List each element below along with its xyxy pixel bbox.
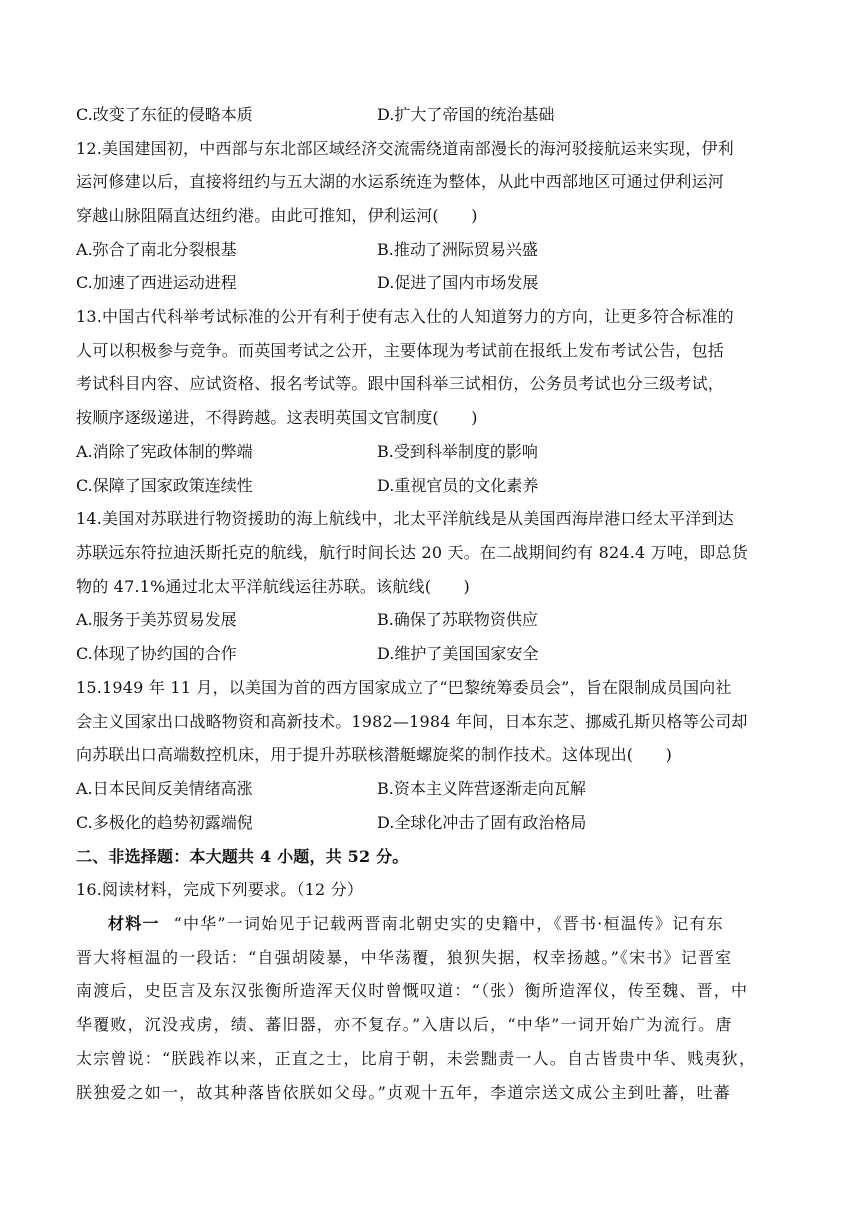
material-1-label: 材料一 — [108, 914, 160, 933]
question-14-stem-line-3: 物的 47.1%通过北太平洋航线运往苏联。该航线( ) — [76, 577, 470, 596]
question-13-options-row-2 — [76, 474, 788, 498]
option-d: D.扩大了帝国的统治基础 — [377, 105, 555, 124]
option-d: D.维护了美国国家安全 — [377, 644, 539, 663]
option-b: B.资本主义阵营逐渐走向瓦解 — [377, 779, 586, 798]
material-1-line-1 — [108, 912, 788, 936]
material-1-line-3: 南渡后，史臣言及东汉张衡所造浑天仪时曾慨叹道：“（张）衡所造浑仪，传至魏、晋，中 — [76, 981, 749, 1000]
material-1-line-2: 晋大将桓温的一段话：“自强胡陵暴，中华荡覆，狼狈失据，权幸扬越。”《宋书》记晋室 — [76, 948, 733, 967]
option-c: C.保障了国家政策连续性 — [76, 476, 253, 495]
option-b: B.受到科举制度的影响 — [377, 442, 538, 461]
material-1-text: “中华”一词始见于记载两晋南北朝史实的史籍中，《晋书·桓温传》记有东 — [173, 914, 724, 933]
option-b: B.推动了洲际贸易兴盛 — [377, 240, 538, 259]
question-15-options-row-2 — [76, 811, 788, 835]
question-13-stem-line-3: 考试科目内容、应试资格、报名考试等。跟中国科举三试相仿，公务员考试也分三级考试， — [76, 374, 725, 393]
question-14-options-row-2 — [76, 642, 788, 666]
option-c: C.多极化的趋势初露端倪 — [76, 813, 253, 832]
question-13-stem-line-2: 人可以积极参与竞争。而英国考试之公开，主要体现为考试前在报纸上发布考试公告，包括 — [76, 341, 725, 360]
question-14-options-row-1 — [76, 608, 788, 632]
material-1-line-5: 太宗曾说：“朕践祚以来，正直之士，比肩于朝，未尝黜责一人。自古皆贵中华、贱夷狄， — [76, 1049, 757, 1068]
question-13-options-row-1 — [76, 440, 788, 464]
option-b: B.确保了苏联物资供应 — [377, 610, 538, 629]
option-a: A.日本民间反美情绪高涨 — [76, 779, 253, 798]
question-12-stem-line-3: 穿越山脉阻隔直达纽约港。由此可推知，伊利运河( ) — [76, 206, 478, 225]
option-c: C.体现了协约国的合作 — [76, 644, 237, 663]
option-d: D.重视官员的文化素养 — [377, 476, 539, 495]
prev-question-options-row — [76, 103, 788, 127]
question-15-options-row-1 — [76, 777, 788, 801]
option-a: A.消除了宪政体制的弊端 — [76, 442, 253, 461]
option-d: D.全球化冲击了固有政治格局 — [377, 813, 587, 832]
option-c: C.加速了西进运动进程 — [76, 273, 237, 292]
question-13-stem-line-4: 按顺序逐级递进，不得跨越。这表明英国文官制度( ) — [76, 408, 478, 427]
question-14-stem-line-2: 苏联远东符拉迪沃斯托克的航线，航行时间长达 20 天。在二战期间约有 824.4 万吨，即总货 — [76, 543, 748, 562]
question-13-stem-line-1: 13.中国古代科举考试标准的公开有利于使有志入仕的人知道努力的方向，让更多符合标准的 — [76, 307, 734, 326]
option-a: A.服务于美苏贸易发展 — [76, 610, 237, 629]
option-a: A.弥合了南北分裂根基 — [76, 240, 237, 259]
question-12-options-row-2 — [76, 271, 788, 295]
material-1-line-6: 朕独爱之如一，故其种落皆依朕如父母。”贞观十五年，李道宗送文成公主到吐蕃，吐蕃 — [76, 1083, 731, 1102]
question-15-stem-line-3: 向苏联出口高端数控机床，用于提升苏联核潜艇螺旋桨的制作技术。这体现出( ) — [76, 745, 673, 764]
question-16-intro: 16.阅读材料，完成下列要求。（12 分） — [76, 880, 364, 899]
question-12-stem-line-2: 运河修建以后，直接将纽约与五大湖的水运系统连为整体，从此中西部地区可通过伊利运河 — [76, 172, 725, 191]
material-1-line-4: 华覆败，沉没戎虏，绩、蕃旧器，亦不复存。”入唐以后，“中华”一词开始广为流行。唐 — [76, 1015, 733, 1034]
question-12-options-row-1 — [76, 238, 788, 262]
question-12-stem-line-1: 12.美国建国初，中西部与东北部区域经济交流需绕道南部漫长的海河驳接航运来实现，伊利 — [76, 139, 734, 158]
question-15-stem-line-1: 15.1949 年 11 月，以美国为首的西方国家成立了“巴黎统筹委员会”，旨在限制成员国向社 — [76, 678, 732, 697]
question-14-stem-line-1: 14.美国对苏联进行物资援助的海上航线中，北太平洋航线是从美国西海岸港口经太平洋到达 — [76, 509, 734, 528]
option-c: C.改变了东征的侵略本质 — [76, 105, 253, 124]
section-2-heading: 二、非选择题：本大题共 4 小题，共 52 分。 — [76, 847, 409, 866]
option-d: D.促进了国内市场发展 — [377, 273, 539, 292]
question-15-stem-line-2: 会主义国家出口战略物资和高新技术。1982—1984 年间，日本东芝、挪威孔斯贝格等公司却 — [76, 712, 748, 731]
